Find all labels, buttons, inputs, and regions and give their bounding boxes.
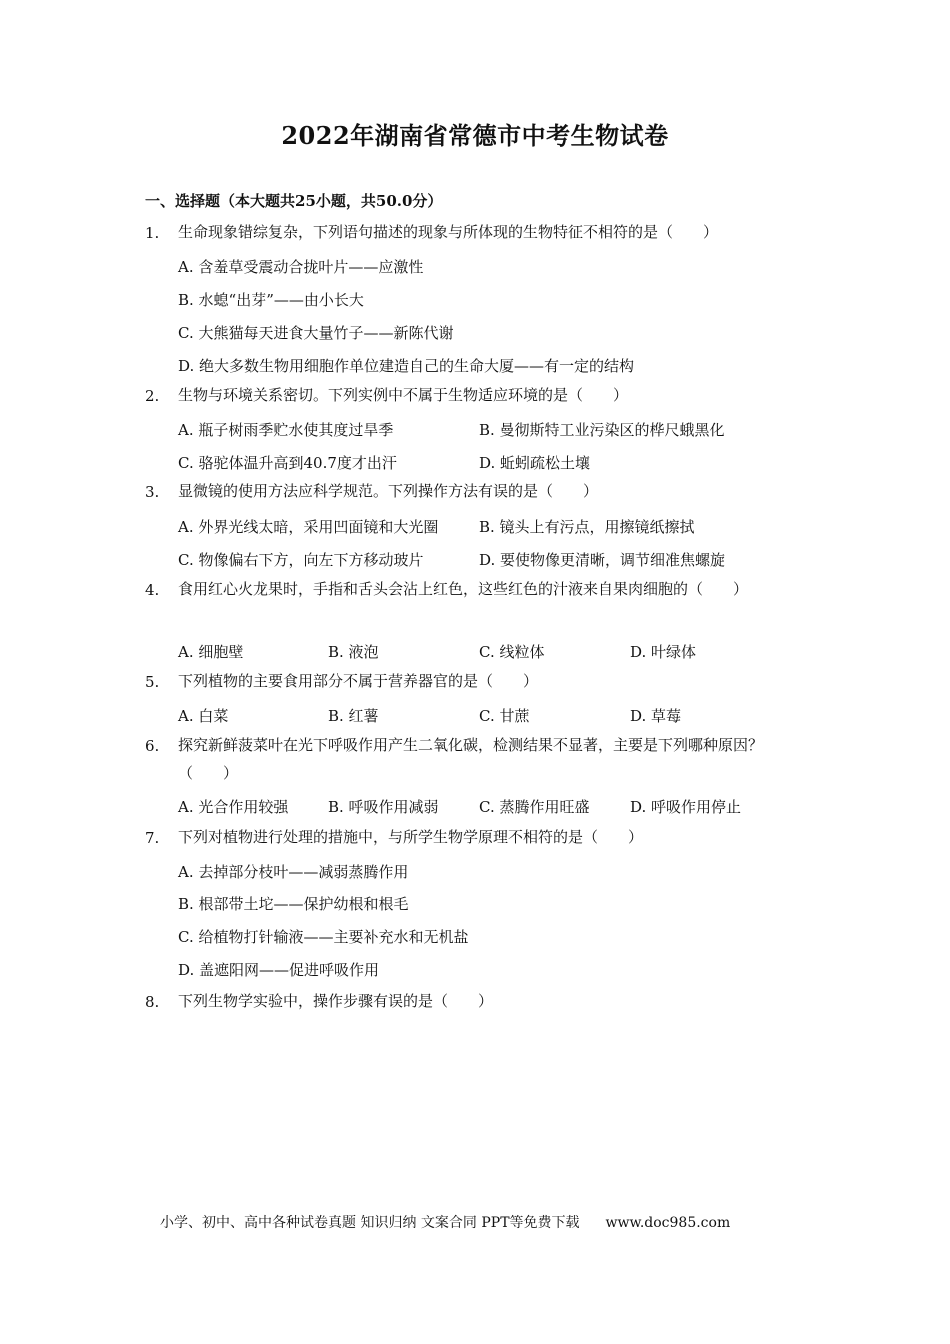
- option-d: D. 蚯蚓疏松土壤: [479, 454, 591, 472]
- question-number: 8.: [145, 993, 160, 1011]
- option-c: C. 线粒体: [479, 643, 545, 661]
- option-a: A. 外界光线太暗，采用凹面镜和大光圈: [178, 518, 439, 536]
- question-number: 4.: [145, 581, 160, 599]
- option-b: B. 液泡: [328, 643, 379, 661]
- option-c: C. 大熊猫每天进食大量竹子——新陈代谢: [178, 324, 454, 342]
- question-stem: 下列对植物进行处理的措施中，与所学生物学原理不相符的是（ ）: [178, 828, 644, 846]
- option-d: D. 绝大多数生物用细胞作单位建造自己的生命大厦——有一定的结构: [178, 357, 635, 375]
- question-number: 3.: [145, 483, 160, 501]
- option-d: D. 要使物像更清晰，调节细准焦螺旋: [479, 551, 726, 569]
- option-c: C. 蒸腾作用旺盛: [479, 798, 590, 816]
- question-number: 7.: [145, 829, 160, 847]
- option-c: C. 物像偏右下方，向左下方移动玻片: [178, 551, 424, 569]
- option-c: C. 给植物打针输液——主要补充水和无机盐: [178, 928, 469, 946]
- question-number: 6.: [145, 737, 160, 755]
- option-b: B. 呼吸作用减弱: [328, 798, 439, 816]
- option-b: B. 水螅“出芽”——由小长大: [178, 291, 364, 309]
- question-stem: 食用红心火龙果时，手指和舌头会沾上红色，这些红色的汁液来自果肉细胞的（ ）: [178, 580, 749, 598]
- option-c: C. 甘蔗: [479, 707, 530, 725]
- option-a: A. 细胞壁: [178, 643, 244, 661]
- question-number: 2.: [145, 387, 160, 405]
- option-d: D. 叶绿体: [630, 643, 697, 661]
- option-b: B. 红薯: [328, 707, 379, 725]
- option-d: D. 草莓: [630, 707, 682, 725]
- question-stem: 下列生物学实验中，操作步骤有误的是（ ）: [178, 992, 494, 1010]
- footer-text: 小学、初中、高中各种试卷真题 知识归纳 文案合同 PPT等免费下载: [160, 1215, 580, 1231]
- option-a: A. 光合作用较强: [178, 798, 289, 816]
- question-number: 1.: [145, 224, 160, 242]
- question-stem: 探究新鲜菠菜叶在光下呼吸作用产生二氧化碳，检测结果不显著，主要是下列哪种原因？（ ）: [178, 736, 764, 782]
- option-a: A. 含羞草受震动合拢叶片——应激性: [178, 258, 424, 276]
- option-d: D. 盖遮阳网——促进呼吸作用: [178, 961, 380, 979]
- footer-url[interactable]: www.doc985.com: [605, 1215, 731, 1231]
- section-heading: 一、选择题（本大题共25小题，共50.0分）: [145, 192, 443, 210]
- option-d: D. 呼吸作用停止: [630, 798, 742, 816]
- page-title: 2022年湖南省常德市中考生物试卷: [281, 121, 669, 150]
- question-stem: 下列植物的主要食用部分不属于营养器官的是（ ）: [178, 672, 539, 690]
- option-b: B. 曼彻斯特工业污染区的桦尺蛾黑化: [479, 421, 725, 439]
- question-stem: 生命现象错综复杂，下列语句描述的现象与所体现的生物特征不相符的是（ ）: [178, 223, 719, 241]
- option-c: C. 骆驼体温升高到40.7度才出汗: [178, 454, 397, 472]
- question-stem: 显微镜的使用方法应科学规范。下列操作方法有误的是（ ）: [178, 482, 599, 500]
- option-b: B. 镜头上有污点，用擦镜纸擦拭: [479, 518, 695, 536]
- option-a: A. 白菜: [178, 707, 229, 725]
- page-footer: [160, 1212, 730, 1232]
- question-stem: 生物与环境关系密切。下列实例中不属于生物适应环境的是（ ）: [178, 386, 629, 404]
- option-b: B. 根部带土坨——保护幼根和根毛: [178, 895, 409, 913]
- option-a: A. 瓶子树雨季贮水使其度过旱季: [178, 421, 394, 439]
- option-a: A. 去掉部分枝叶——减弱蒸腾作用: [178, 863, 409, 881]
- question-number: 5.: [145, 673, 160, 691]
